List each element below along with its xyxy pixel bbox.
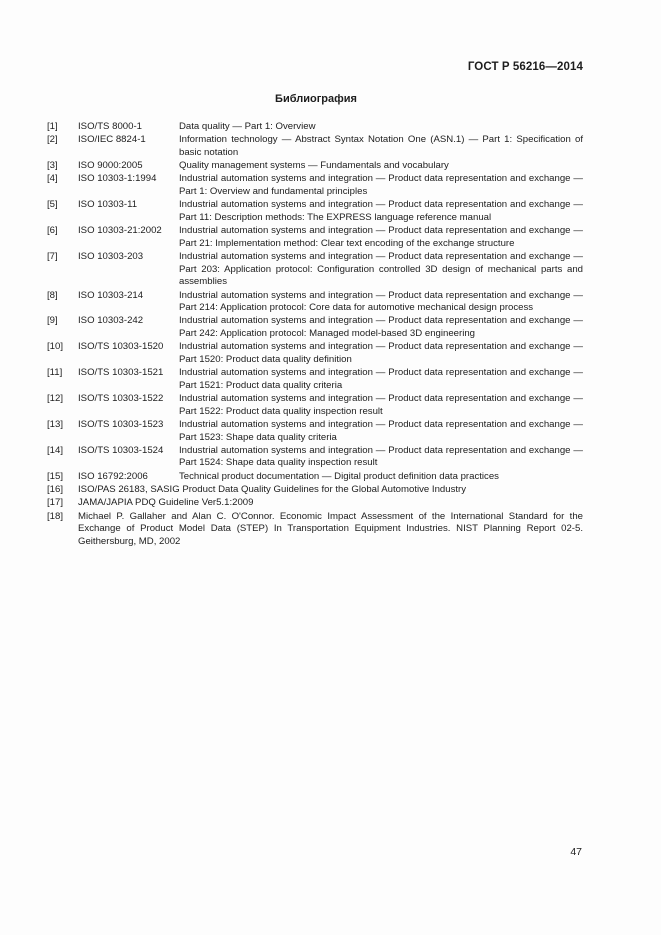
- entry-code: ISO/TS 10303-1523: [78, 418, 164, 430]
- entry-number: [16]: [47, 483, 64, 495]
- entry-title: Industrial automation systems and integration — Product data representation and exchange — Part 1522: Product data quality inspection result: [179, 393, 583, 417]
- section-title: Библиография: [275, 93, 357, 105]
- entry-code: ISO/TS 10303-1522: [78, 393, 164, 405]
- entry-title: Information technology — Abstract Syntax Notation One (ASN.1) — Part 1: Specification of basic notation: [179, 134, 583, 158]
- entry-code: ISO 10303-214: [78, 289, 144, 301]
- entry-code: ISO 10303-11: [78, 199, 138, 211]
- entry-code: ISO/TS 10303-1524: [78, 444, 164, 456]
- entry-number: [13]: [47, 418, 64, 430]
- entry-full-text: Michael P. Gallaher and Alan C. O'Connor. Economic Impact Assessment of the International Standard for the Exchange of Product Model Data (STEP) In Transportation Equipment Industries. NIST Planning Report 02-5. Geithersburg, MD, 2002: [78, 510, 583, 547]
- entry-number: [10]: [47, 341, 64, 353]
- entry-full-text: ISO/PAS 26183, SASIG Product Data Quality Guidelines for the Global Automotive Industry: [78, 483, 467, 495]
- bibliography-entry: [47, 367, 583, 392]
- entry-number: [11]: [47, 367, 63, 379]
- entry-title: Industrial automation systems and integration — Product data representation and exchange — Part 1521: Product data quality criteria: [179, 367, 583, 391]
- entry-code: ISO/TS 8000-1: [78, 121, 142, 132]
- bibliography-entry: [47, 225, 583, 250]
- entry-number: [5]: [47, 199, 58, 211]
- bibliography-entry: [47, 315, 583, 340]
- entry-title: Industrial automation systems and integration — Product data representation and exchange — Part 214: Application protocol: Core data for automotive mechanical design process: [179, 289, 583, 314]
- entry-title: Quality management systems — Fundamentals and vocabulary: [179, 160, 449, 172]
- bibliography-entry: [47, 497, 583, 510]
- entry-number: [1]: [47, 121, 58, 132]
- entry-code: ISO/TS 10303-1520: [78, 341, 164, 353]
- entry-number: [14]: [47, 444, 64, 456]
- entry-code: ISO/TS 10303-1521: [78, 367, 164, 379]
- entry-title: Industrial automation systems and integration — Product data representation and exchange — Part 21: Implementation method: Clear text encoding of the exchange structure: [179, 225, 583, 249]
- entry-code: ISO 16792:2006: [78, 470, 148, 482]
- entry-number: [9]: [47, 315, 58, 327]
- entry-number: [4]: [47, 173, 58, 185]
- entry-number: [17]: [47, 497, 64, 509]
- entry-number: [3]: [47, 160, 58, 172]
- entry-title: Industrial automation systems and integration — Product data representation and exchange — Part 1524: Shape data quality inspection result: [179, 444, 583, 469]
- bibliography-entry: [47, 471, 583, 484]
- entry-code: ISO 10303-21:2002: [78, 225, 162, 237]
- entry-code: ISO 10303-203: [78, 251, 144, 263]
- entry-code: ISO/IEC 8824-1: [78, 134, 146, 146]
- entry-number: [12]: [47, 393, 64, 405]
- entry-full-text: JAMA/JAPIA PDQ Guideline Ver5.1:2009: [78, 497, 254, 509]
- bibliography-entry: [47, 251, 583, 289]
- bibliography-entry: [47, 484, 583, 497]
- entry-title: Industrial automation systems and integration — Product data representation and exchange — Part 1: Overview and fundamental principles: [179, 173, 583, 198]
- page-number: 47: [570, 846, 582, 858]
- entry-title: Technical product documentation — Digital product definition data practices: [179, 470, 499, 482]
- entry-code: ISO 9000:2005: [78, 160, 143, 172]
- entry-number: [18]: [47, 510, 64, 522]
- entry-title: Industrial automation systems and integration — Product data representation and exchange — Part 242: Application protocol: Managed model-based 3D engineering: [179, 315, 583, 339]
- entry-code: ISO 10303-1:1994: [78, 173, 157, 185]
- bibliography-list: [47, 121, 583, 549]
- entry-number: [6]: [47, 225, 58, 237]
- bibliography-entry: [47, 341, 583, 366]
- entry-number: [2]: [47, 134, 58, 146]
- entry-title: Industrial automation systems and integration — Product data representation and exchange — Part 1520: Product data quality definition: [179, 341, 583, 365]
- bibliography-entry: [47, 199, 583, 224]
- entry-number: [8]: [47, 289, 58, 301]
- bibliography-entry: [47, 393, 583, 418]
- entry-title: Industrial automation systems and integration — Product data representation and exchange — Part 203: Application protocol: Configuration controlled 3D design of mechanical parts and assemblies: [179, 251, 583, 288]
- bibliography-entry: [47, 290, 583, 315]
- bibliography-entry: [47, 121, 583, 134]
- bibliography-entry: [47, 445, 583, 470]
- entry-title: Data quality — Part 1: Overview: [179, 121, 316, 132]
- bibliography-entry: [47, 160, 583, 173]
- bibliography-entry: [47, 134, 583, 159]
- entry-number: [15]: [47, 470, 64, 482]
- bibliography-entry: [47, 419, 583, 444]
- bibliography-entry: [47, 511, 583, 549]
- bibliography-entry: [47, 173, 583, 198]
- page-header-standard: ГОСТ Р 56216—2014: [467, 61, 583, 73]
- entry-number: [7]: [47, 251, 58, 263]
- entry-title: Industrial automation systems and integration — Product data representation and exchange — Part 11: Description methods: The EXPRESS language reference manual: [179, 199, 583, 223]
- entry-title: Industrial automation systems and integration — Product data representation and exchange — Part 1523: Shape data quality criteria: [179, 418, 583, 443]
- entry-code: ISO 10303-242: [78, 315, 144, 327]
